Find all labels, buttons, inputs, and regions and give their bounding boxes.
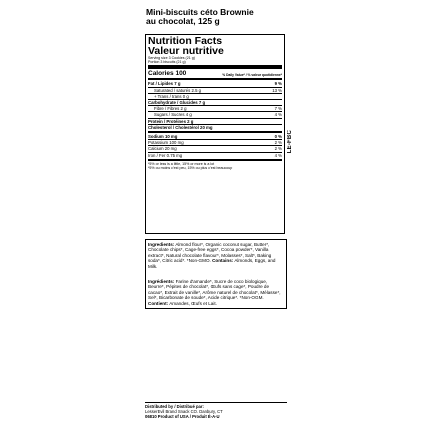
- ingredients-en: [148, 242, 284, 269]
- nutrient-label: Sodium 10 mg: [148, 134, 178, 140]
- nutrient-dv: 9 %: [274, 81, 282, 87]
- ingredients-fr-label: Ingrédients:: [148, 279, 175, 285]
- nutrient-label: Sugars / Sucres 4 g: [154, 112, 192, 118]
- distributor-line1: LesserEvil Brand Snack CO. Danbury, CT: [145, 409, 223, 414]
- nutrition-heading-en: Nutrition Facts: [148, 35, 223, 47]
- nutrient-row: [148, 153, 282, 158]
- nutrient-row: [148, 125, 282, 130]
- nutrition-facts-panel: [145, 34, 285, 234]
- nutrient-label: Calcium 20 mg: [148, 146, 177, 152]
- serving-size-en: Serving size 3 Cookies (21 g): [148, 56, 195, 60]
- distributor-line2: 06810 Product of USA / Produit É-A-U: [145, 414, 220, 419]
- divider-bottom: [148, 159, 282, 161]
- contains-fr-text: Amandes, Œufs et Lait.: [169, 300, 217, 306]
- contains-en-text: Almonds, Eggs, and Milk.: [148, 258, 276, 269]
- nutrient-label: Protein / Protéines 2 g: [148, 118, 194, 124]
- nutrient-label: Potassium 100 mg: [148, 140, 184, 146]
- ingredients-en-label: Ingredients:: [148, 242, 175, 247]
- nutrient-label: Iron / Fer 0.75 mg: [148, 152, 183, 158]
- daily-value-header: % Daily Value* / % valeur quotidienne*: [222, 72, 282, 77]
- divider-thick: [148, 65, 282, 69]
- nutrient-dv: 2 %: [274, 146, 282, 152]
- contains-en-label: Contains:: [212, 258, 234, 264]
- nutrient-label: + Trans / trans 0 g: [154, 93, 189, 99]
- nutrient-dv: 0 %: [274, 134, 282, 140]
- ingredients-en-text: Almond flour*, Organic coconut sugar, Butter*, Chocolate chips*, Cage-free eggs*, Cocoa powder*, Vanilla extract*, Natural chocolate flavour*, Molasses*, Salt*, Baking soda*, Citric acid*. *Non-GMO.: [148, 242, 272, 264]
- product-title: [146, 8, 296, 26]
- ingredients-panel: [145, 239, 287, 309]
- footnote-en: *5% or less is a little, 15% or more is a lot: [148, 161, 215, 166]
- nutrient-rows: [148, 81, 282, 157]
- calories-row: [148, 70, 282, 77]
- footnote-fr: *5% ou moins c'est peu, 15% ou plus c'est beaucoup: [148, 166, 233, 171]
- ingredients-fr: [148, 279, 284, 306]
- serving-size-fr: Portion 3 biscuits (21 g): [148, 60, 186, 65]
- nutrition-heading-fr: Valeur nutritive: [148, 45, 224, 57]
- nutrient-dv: 4 %: [274, 152, 282, 158]
- ingredients-fr-text: Farine d'amande*, Sucre de coco biologique, Beurre*, Pépites de chocolat*, Œufs sans cage*, Poudre de cacao*, Extrait de vanille*, Arôme naturel de chocolat*, Mélasse*, Sel*, Bicarbonate de soude*, Acide citrique*. *Non-OGM.: [148, 279, 281, 301]
- nutrient-label: Saturated / saturés 2.5 g: [154, 87, 202, 93]
- nutrient-divider: [148, 131, 282, 133]
- distributor-label: Distributed by / Distribué par:: [145, 404, 204, 409]
- nutrient-dv: 2 %: [274, 140, 282, 146]
- nutrient-label: Fat / Lipides 7 g: [148, 81, 181, 87]
- nutrient-label: Carbohydrate / Glucides 7 g: [148, 100, 206, 106]
- product-title-line1: Mini-biscuits céto Brownie: [146, 7, 254, 17]
- nutrient-label: Fibre / Fibres 2 g: [154, 106, 187, 112]
- distributor-info: [145, 402, 287, 419]
- nutrient-dv: 13 %: [272, 87, 282, 93]
- nutrient-label: Cholesterol / Cholestérol 20 mg: [148, 124, 213, 130]
- contains-fr-label: Contient:: [148, 300, 169, 306]
- nutrient-dv: 7 %: [274, 106, 282, 112]
- side-label: LE-FBC: [287, 130, 293, 154]
- calories-label: Calories 100: [148, 70, 187, 78]
- product-title-line2: au chocolat, 125 g: [146, 16, 220, 26]
- divider-medium: [148, 78, 282, 80]
- nutrient-dv: 4 %: [274, 112, 282, 118]
